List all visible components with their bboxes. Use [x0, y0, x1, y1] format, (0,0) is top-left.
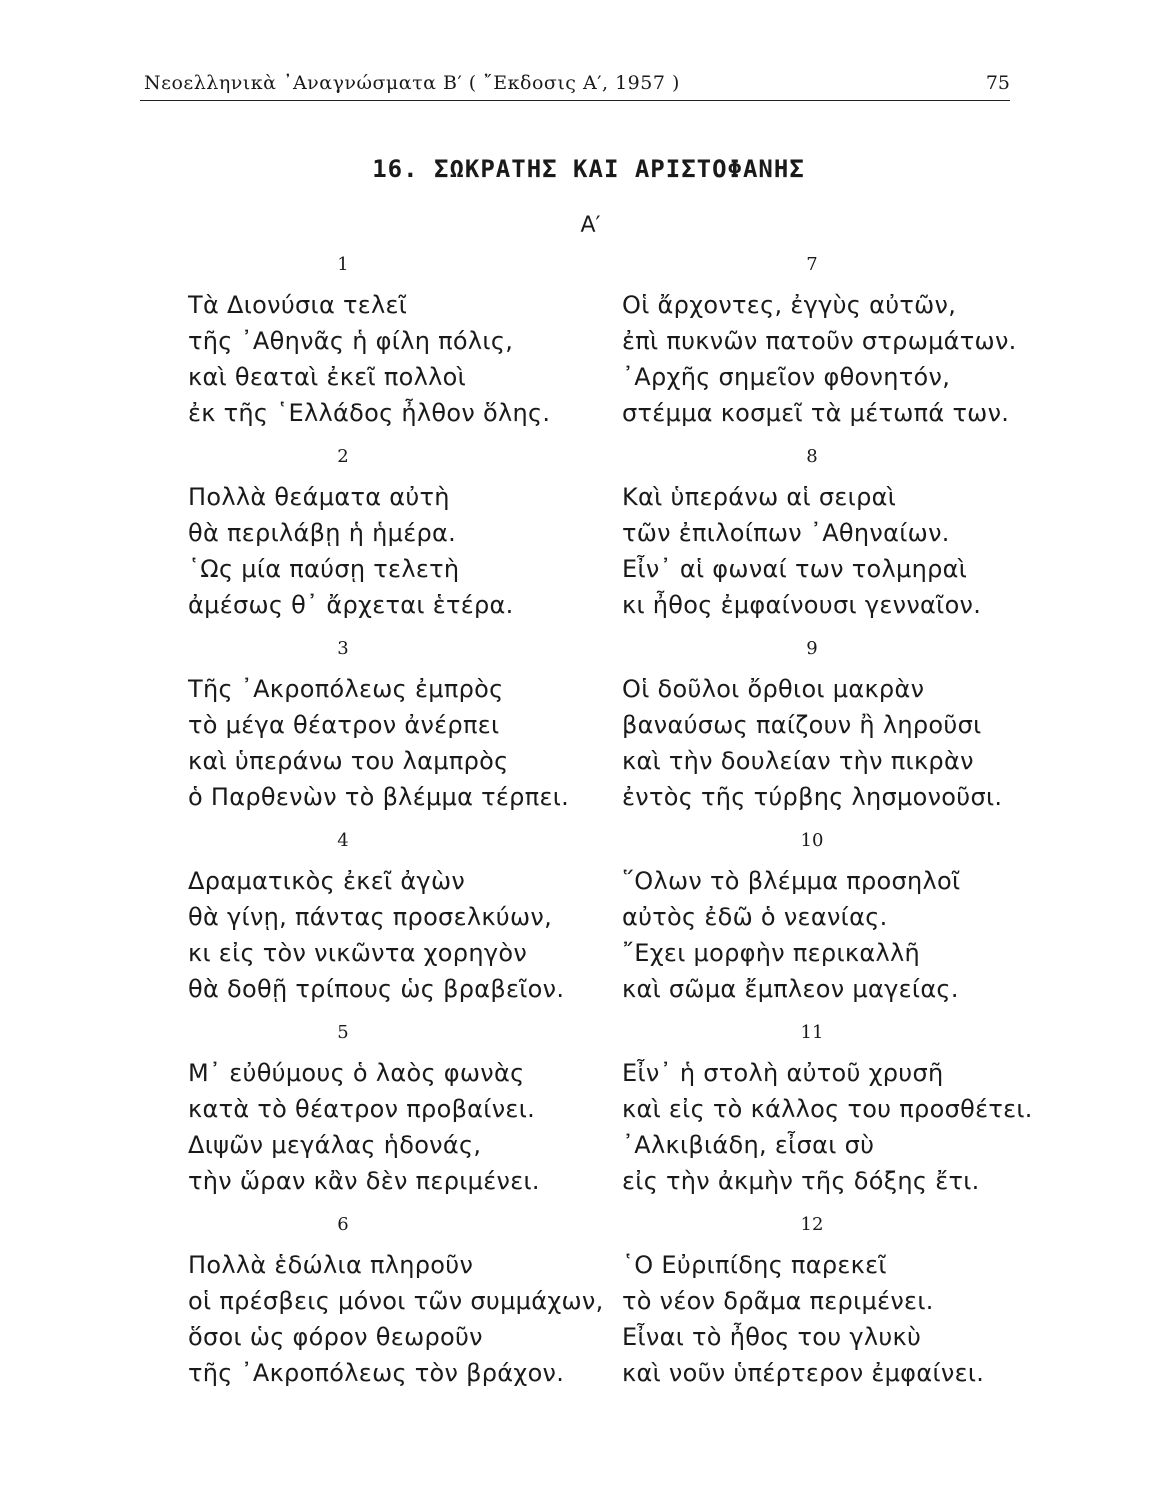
- verse-line: καὶ τὴν δουλείαν τὴν πικρὰν: [622, 747, 974, 775]
- verse-line: καὶ εἰς τὸ κάλλος του προσθέτει.: [622, 1095, 1033, 1123]
- running-title: Νεοελληνικὰ ᾿Αναγνώσματα Β′ ( ῎Εκδοσις Α′, 1957 ): [144, 72, 680, 94]
- verse-line: τὴν ὥραν κἂν δὲν περιμένει.: [188, 1167, 540, 1195]
- chapter-title: 16. ΣΩΚΡΑΤΗΣ ΚΑΙ ΑΡΙΣΤΟΦΑΝΗΣ: [372, 155, 805, 183]
- verse-line: Εἶν᾿ αἱ φωναί των τολμηραὶ: [622, 555, 968, 583]
- stanza: [622, 829, 1032, 1021]
- stanza-number: 9: [806, 638, 818, 659]
- page-number: 75: [985, 72, 1010, 94]
- stanza-number: 10: [800, 830, 824, 851]
- stanza-number: 6: [337, 1214, 349, 1235]
- verse-line: βαναύσως παίζουν ἢ ληροῦσι: [622, 711, 982, 739]
- verse-line: ἀμέσως θ᾿ ἄρχεται ἑτέρα.: [188, 591, 514, 619]
- stanza-number: 8: [806, 446, 818, 467]
- stanza: [188, 253, 598, 445]
- running-header: [140, 70, 1010, 101]
- verse-line: ὁ Παρθενὼν τὸ βλέμμα τέρπει.: [188, 783, 570, 811]
- verse-line: Δραματικὸς ἐκεῖ ἀγὼν: [188, 867, 466, 895]
- verse-line: θὰ περιλάβῃ ἡ ἡμέρα.: [188, 519, 457, 547]
- verse-line: ἐκ τῆς ῾Ελλάδος ἦλθον ὅλης.: [188, 399, 551, 427]
- verse-line: καὶ θεαταὶ ἐκεῖ πολλοὶ: [188, 363, 466, 391]
- verse-line: Διψῶν μεγάλας ἡδονάς,: [188, 1131, 482, 1159]
- verse-line: εἰς τὴν ἀκμὴν τῆς δόξης ἔτι.: [622, 1167, 980, 1195]
- verse-line: τὸ μέγα θέατρον ἀνέρπει: [188, 711, 500, 739]
- verse-line: ῎Εχει μορφὴν περικαλλῆ: [622, 939, 920, 967]
- verse-line: Μ᾿ εὐθύμους ὁ λαὸς φωνὰς: [188, 1059, 525, 1087]
- stanza: [622, 637, 1032, 829]
- verse-line: ὅσοι ὡς φόρον θεωροῦν: [188, 1323, 483, 1351]
- stanza-number: 7: [806, 254, 818, 275]
- verse-line: καὶ νοῦν ὑπέρτερον ἐμφαίνει.: [622, 1359, 985, 1387]
- verse-line: θὰ δοθῇ τρίπους ὡς βραβεῖον.: [188, 975, 565, 1003]
- verse-line: Εἶναι τὸ ἦθος του γλυκὺ: [622, 1323, 922, 1351]
- stanza: [622, 253, 1032, 445]
- verse-line: ἐπὶ πυκνῶν πατοῦν στρωμάτων.: [622, 327, 1017, 355]
- verse-line: αὐτὸς ἐδῶ ὁ νεανίας.: [622, 903, 888, 931]
- verse-line: τῆς ᾿Ακροπόλεως τὸν βράχον.: [188, 1359, 565, 1387]
- stanza-number: 4: [337, 830, 349, 851]
- verse-line: θὰ γίνῃ, πάντας προσελκύων,: [188, 903, 553, 931]
- stanza: [622, 1213, 1032, 1405]
- verse-line: ῾Ο Εὐριπίδης παρεκεῖ: [622, 1251, 887, 1279]
- verse-line: καὶ σῶμα ἔμπλεον μαγείας.: [622, 975, 959, 1003]
- stanza: [622, 445, 1032, 637]
- stanza-number: 11: [800, 1022, 824, 1043]
- verse-line: Τὰ Διονύσια τελεῖ: [188, 291, 408, 319]
- stanza: [188, 829, 598, 1021]
- verse-line: τῶν ἐπιλοίπων ᾿Αθηναίων.: [622, 519, 950, 547]
- stanza: [622, 1021, 1032, 1213]
- part-label: Α′: [580, 213, 601, 238]
- stanza: [188, 1021, 598, 1213]
- stanza-number: 3: [337, 638, 349, 659]
- verse-line: ῾Ως μία παύσῃ τελετὴ: [188, 555, 460, 583]
- verse-line: Πολλὰ ἑδώλια πληροῦν: [188, 1251, 474, 1279]
- stanza-number: 1: [337, 254, 349, 275]
- verse-line: ᾿Αρχῆς σημεῖον φθονητόν,: [622, 363, 951, 391]
- verse-line: κι ἦθος ἐμφαίνουσι γενναῖον.: [622, 591, 982, 619]
- verse-line: τῆς ᾿Αθηνᾶς ἡ φίλη πόλις,: [188, 327, 514, 355]
- verse-line: Εἶν᾿ ἡ στολὴ αὐτοῦ χρυσῆ: [622, 1059, 944, 1087]
- stanza-number: 2: [337, 446, 349, 467]
- verse-line: Οἱ δοῦλοι ὄρθιοι μακρὰν: [622, 675, 925, 703]
- stanza-number: 12: [800, 1214, 824, 1235]
- verse-line: κατὰ τὸ θέατρον προβαίνει.: [188, 1095, 536, 1123]
- verse-line: ῞Ολων τὸ βλέμμα προσηλοῖ: [622, 867, 961, 895]
- verse-line: Πολλὰ θεάματα αὐτὴ: [188, 483, 450, 511]
- verse-line: τὸ νέον δρᾶμα περιμένει.: [622, 1287, 934, 1315]
- verse-line: καὶ ὑπεράνω του λαμπρὸς: [188, 747, 509, 775]
- verse-line: κι εἰς τὸν νικῶντα χορηγὸν: [188, 939, 528, 967]
- verse-line: στέμμα κοσμεῖ τὰ μέτωπά των.: [622, 399, 1010, 427]
- right-column: [622, 253, 1032, 1405]
- verse-line: Οἱ ἄρχοντες, ἐγγὺς αὐτῶν,: [622, 291, 957, 319]
- verse-line: Τῆς ᾿Ακροπόλεως ἐμπρὸς: [188, 675, 504, 703]
- left-column: [188, 253, 604, 1405]
- verse-line: Καὶ ὑπεράνω αἱ σειραὶ: [622, 483, 897, 511]
- verse-line: οἱ πρέσβεις μόνοι τῶν συμμάχων,: [188, 1287, 604, 1315]
- stanza: [188, 637, 598, 829]
- stanza-number: 5: [337, 1022, 349, 1043]
- stanza: [188, 445, 598, 637]
- verse-line: ᾿Αλκιβιάδη, εἶσαι σὺ: [622, 1131, 875, 1159]
- verse-line: ἐντὸς τῆς τύρβης λησμονοῦσι.: [622, 783, 1003, 811]
- stanza: [188, 1213, 604, 1405]
